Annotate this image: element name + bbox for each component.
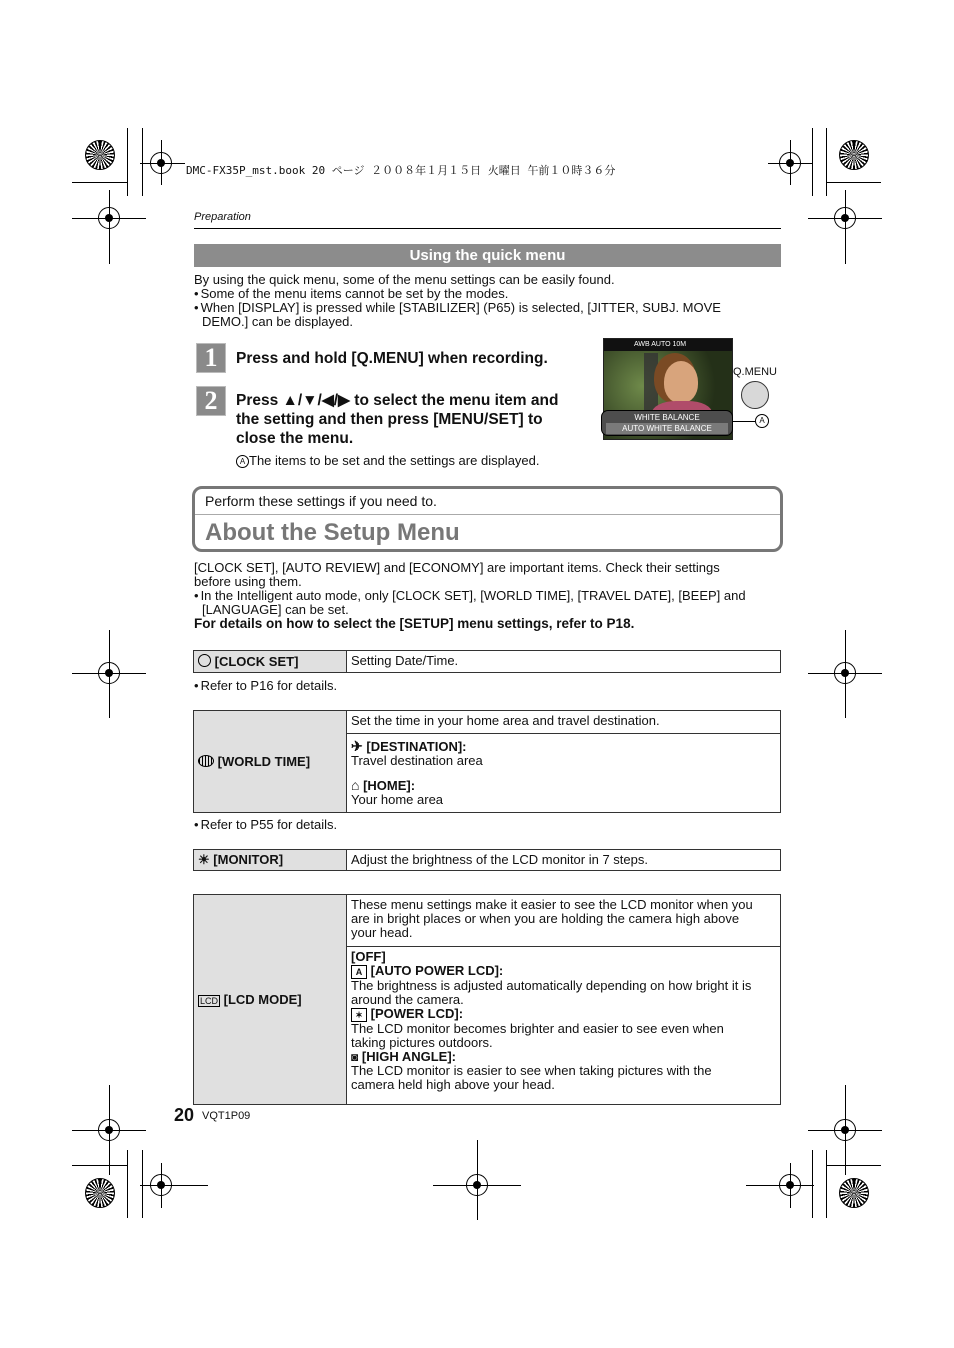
lcd-status-icons: AWB AUTO 10M [604,339,733,351]
clock-set-desc: Setting Date/Time. [347,651,781,673]
bullet-item: • In the Intelligent auto mode, only [CLOCK SET], [WORLD TIME], [TRAVEL DATE], [BEEP] and [194,589,794,603]
bullet-continuation: DEMO.] can be displayed. [202,314,354,329]
setup-box-subtitle: Perform these settings if you need to. [205,493,437,509]
clock-ref: • Refer to P16 for details. [194,679,337,693]
bullet-item: • Some of the menu items cannot be set by the modes. [194,287,794,301]
clock-set-table [193,650,781,673]
world-time-table [193,710,781,813]
home-icon: ⌂ [351,777,360,793]
airplane-icon: ✈ [351,738,363,754]
power-lcd-icon: ✶ [351,1008,367,1022]
monitor-table [193,849,781,871]
lcd-mode-options: [OFF] A [AUTO POWER LCD]: The brightness is adjusted automatically depending on how bright it is around the camera. ✶ [POWER LCD]: The LCD monitor becomes brighter and easier to see even when taking pictures outdoors. ◙ [HIGH ANGLE]: The LCD monitor is easier to see when taking pictures with the camera held high above your head. [347,946,781,1104]
clock-set-label-cell: [CLOCK SET] [194,651,347,673]
page-number: 20 [174,1105,195,1125]
intro-text: By using the quick menu, some of the menu settings can be easily found. [194,272,615,287]
brightness-icon: ☀ [198,852,210,867]
running-head: Preparation [194,211,251,223]
world-time-options: ✈ [DESTINATION]: Travel destination area ⌂ [HOME]: Your home area [347,734,781,813]
step-number-1: 1 [196,343,226,373]
qmenu-button-icon [741,381,769,409]
rosette-icon [85,140,115,170]
rosette-icon [839,1178,869,1208]
world-time-label-cell: [WORLD TIME] [194,711,347,813]
book-meta: DMC-FX35P_mst.book 20 ページ ２００８年１月１５日 火曜日 午前１０時３６分 [186,164,616,177]
lcd-icon: LCD [200,995,219,1006]
monitor-desc: Adjust the brightness of the LCD monitor in 7 steps. [347,850,781,871]
world-time-desc: Set the time in your home area and travel destination. [347,711,781,734]
clock-icon [198,654,211,667]
rosette-icon [839,140,869,170]
step-2-text: Press ▲/▼/◀/▶ to select the menu item and the setting and then press [MENU/SET] to close the menu. [236,392,559,447]
lcd-mode-desc: These menu settings make it easier to see the LCD monitor when you are in bright places or when you are holding the camera high above your head. [347,895,781,947]
callout-a-icon: A [755,414,769,428]
world-time-icon [198,755,214,767]
bullet-item: • When [DISPLAY] is pressed while [STABILIZER] (P65) is selected, [JITTER, SUBJ. MOVE [194,301,794,315]
portrait-face [664,361,698,403]
quick-menu-intro [194,273,794,329]
qmenu-label: Q.MENU [733,366,777,378]
callout-a-marker: A [236,455,249,468]
world-ref: • Refer to P55 for details. [194,818,337,832]
auto-power-lcd-icon: A [351,965,367,979]
step-number-2: 2 [196,386,226,416]
high-angle-icon: ◙ [351,1049,359,1064]
callout-line [733,421,755,422]
monitor-label-cell: ☀ [MONITOR] [194,850,347,871]
step-1-text: Press and hold [Q.MENU] when recording. [236,350,548,367]
document-code: VQT1P09 [202,1110,251,1122]
rosette-icon [85,1178,115,1208]
section-title-quick-menu: Using the quick menu [194,244,781,267]
setup-box-title: About the Setup Menu [205,519,460,546]
lcd-mode-table [193,894,781,1105]
header-rule [194,228,781,229]
setup-intro: [CLOCK SET], [AUTO REVIEW] and [ECONOMY] are important items. Check their settings before using them. • In the Intelligent auto mode, only [CLOCK SET], [WORLD TIME], [TRAVEL DATE], [BEEP] and [LANGUAGE] can be set. For details on how to select the [SETUP] menu settings, refer to P18. [194,561,794,631]
setup-menu-heading-box [192,486,783,552]
lcd-menu-overlay: WHITE BALANCE AUTO WHITE BALANCE [601,410,733,436]
setup-bold-note: For details on how to select the [SETUP] menu settings, refer to P18. [194,616,635,631]
lcd-mode-label-cell: LCD [LCD MODE] [194,895,347,1105]
step-note: A The items to be set and the settings are displayed. [236,454,540,468]
